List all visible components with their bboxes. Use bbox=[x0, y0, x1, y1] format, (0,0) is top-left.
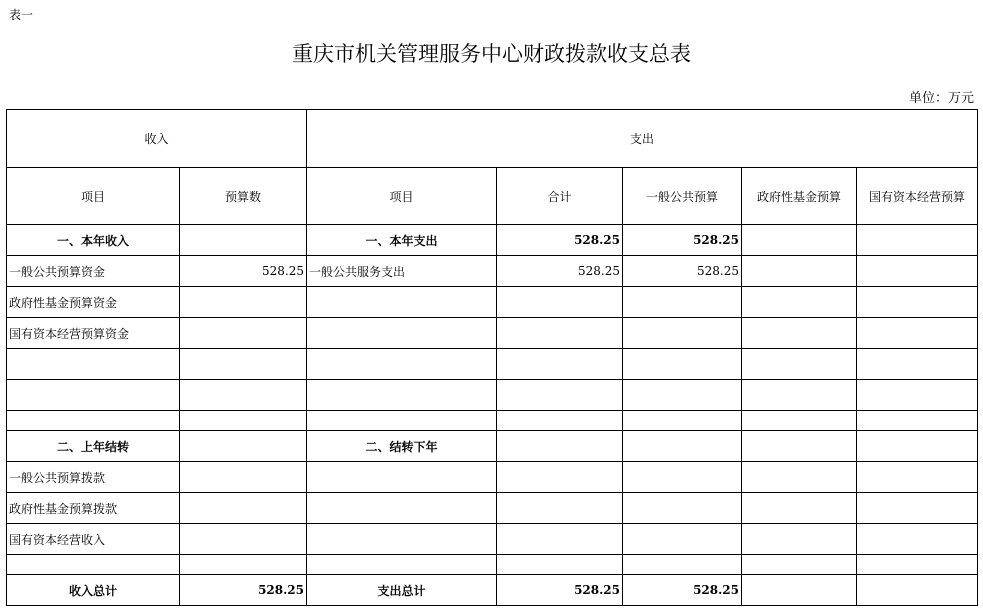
table-row-empty bbox=[7, 380, 978, 411]
col-gov-fund: 政府性基金预算 bbox=[742, 168, 857, 225]
expense-state-capital bbox=[857, 256, 978, 287]
income-item: 一般公共预算资金 bbox=[7, 256, 180, 287]
table-row bbox=[7, 225, 978, 256]
col-state-capital: 国有资本经营预算 bbox=[857, 168, 978, 225]
income-item: 政府性基金预算拨款 bbox=[7, 493, 180, 524]
income-header: 收入 bbox=[7, 110, 307, 168]
table-number: 表一 bbox=[9, 8, 34, 22]
expense-total-value: 528.25 bbox=[497, 575, 623, 606]
income-item: 一般公共预算拨款 bbox=[7, 462, 180, 493]
expense-state-capital bbox=[857, 225, 978, 256]
expense-general-total: 528.25 bbox=[623, 575, 742, 606]
expense-item: 一、本年支出 bbox=[307, 225, 497, 256]
income-total-label: 收入总计 bbox=[7, 575, 180, 606]
expense-item: 一般公共服务支出 bbox=[307, 256, 497, 287]
table-row-empty bbox=[7, 555, 978, 575]
expense-total: 528.25 bbox=[497, 225, 623, 256]
expense-gov-fund bbox=[742, 256, 857, 287]
expense-general: 528.25 bbox=[623, 225, 742, 256]
expense-total: 528.25 bbox=[497, 256, 623, 287]
header-row-group bbox=[7, 110, 978, 168]
expense-header: 支出 bbox=[307, 110, 978, 168]
table-row bbox=[7, 256, 978, 287]
income-item: 政府性基金预算资金 bbox=[7, 287, 180, 318]
col-budget: 预算数 bbox=[180, 168, 307, 225]
income-item: 一、本年收入 bbox=[7, 225, 180, 256]
table-row bbox=[7, 462, 978, 493]
income-total-value: 528.25 bbox=[180, 575, 307, 606]
table-row bbox=[7, 524, 978, 555]
expense-total-label: 支出总计 bbox=[307, 575, 497, 606]
table-row bbox=[7, 318, 978, 349]
col-general: 一般公共预算 bbox=[623, 168, 742, 225]
table-row-empty bbox=[7, 411, 978, 431]
income-budget bbox=[180, 225, 307, 256]
expense-general: 528.25 bbox=[623, 256, 742, 287]
col-total: 合计 bbox=[497, 168, 623, 225]
income-item: 国有资本经营收入 bbox=[7, 524, 180, 555]
table-row-total bbox=[7, 575, 978, 606]
income-budget: 528.25 bbox=[180, 256, 307, 287]
col-item-left: 项目 bbox=[7, 168, 180, 225]
col-item-right: 项目 bbox=[307, 168, 497, 225]
table-row bbox=[7, 493, 978, 524]
expense-gov-fund bbox=[742, 225, 857, 256]
unit-label: 单位：万元 bbox=[908, 91, 974, 106]
expense-item: 二、结转下年 bbox=[307, 431, 497, 462]
header-row-columns bbox=[7, 168, 978, 225]
budget-table bbox=[6, 109, 978, 606]
income-item: 二、上年结转 bbox=[7, 431, 180, 462]
income-item: 国有资本经营预算资金 bbox=[7, 318, 180, 349]
page-title: 重庆市机关管理服务中心财政拨款收支总表 bbox=[292, 42, 691, 66]
table-row-empty bbox=[7, 349, 978, 380]
table-row bbox=[7, 431, 978, 462]
table-row bbox=[7, 287, 978, 318]
